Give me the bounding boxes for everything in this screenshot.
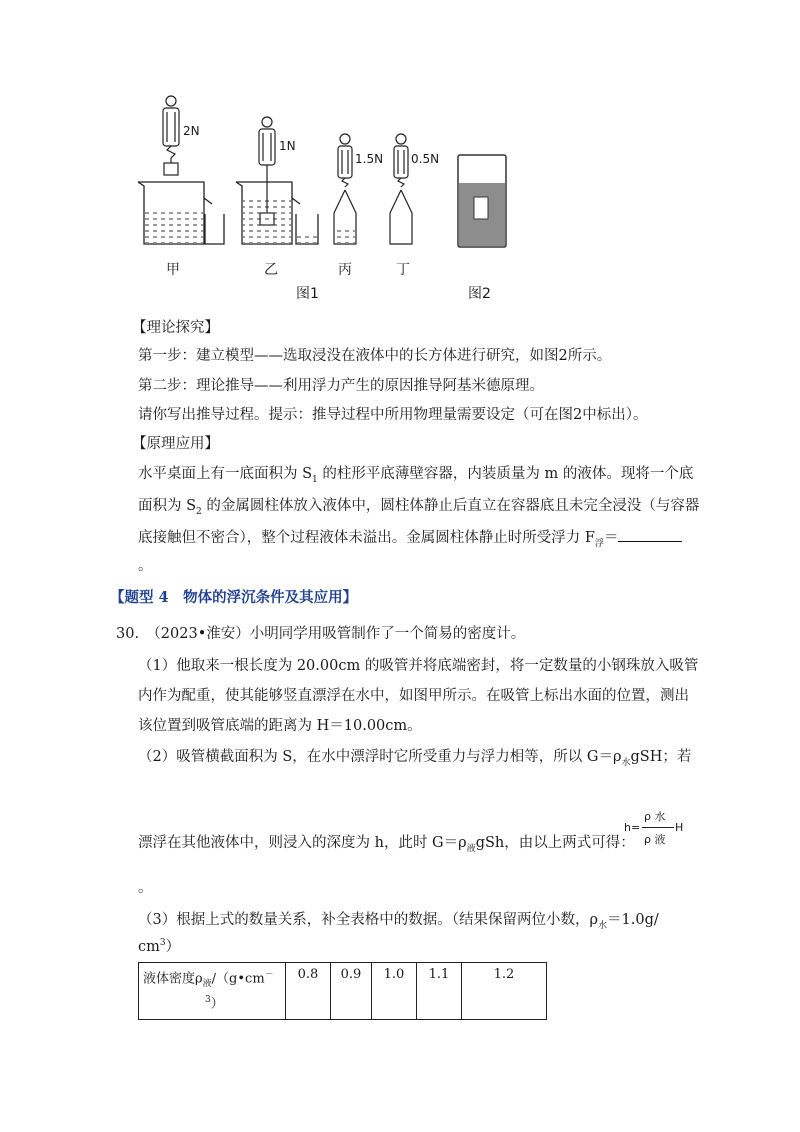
table-row — [139, 963, 547, 1020]
force-label-bing: 1.5N — [355, 152, 384, 166]
formula-bar — [642, 827, 674, 828]
q30-title: 30. （2023•淮安）小明同学用吸管制作了一个简易的密度计。 — [116, 626, 526, 642]
fig2-caption: 图2 — [468, 286, 491, 302]
table-cell-density: 0.8 — [286, 963, 331, 1020]
q30-part1-line3: 该位置到吸管底端的距离为 H＝10.00cm。 — [138, 718, 422, 734]
application-line4: 。 — [138, 558, 153, 574]
spring-scale-ding — [390, 134, 412, 244]
formula-rhs: H — [675, 821, 684, 834]
theory-step3: 请你写出推导过程。提示：推导过程中所用物理量需要设定（可在图2中标出）。 — [138, 407, 648, 423]
table-cell-density: 1.2 — [462, 963, 547, 1020]
fig1-caption: 图1 — [296, 286, 319, 302]
spring-scale-bing — [334, 134, 356, 244]
q30-part3-line2: $cm^3$） — [138, 938, 181, 955]
spring-scale-jia — [163, 96, 179, 175]
theory-heading: 【理论探究】 — [132, 320, 219, 336]
table-cell-density: 1.0 — [372, 963, 417, 1020]
force-label-ding: 0.5N — [411, 152, 440, 166]
beaker-yi — [236, 182, 318, 244]
q30-part2-line3: 。 — [138, 880, 153, 896]
theory-step1: 第一步：建立模型——选取浸没在液体中的长方体进行研究，如图2所示。 — [138, 348, 612, 364]
application-line3: 底接触但不密合），整个过程液体未溢出。金属圆柱体静止时所受浮力 $F_浮=$ — [138, 527, 682, 554]
answer-blank[interactable] — [618, 527, 682, 542]
theory-step2: 第二步：理论推导——利用浮力产生的原因推导阿基米德原理。 — [138, 378, 544, 394]
application-heading: 【原理应用】 — [132, 436, 219, 452]
density-table — [138, 962, 547, 1020]
formula-numerator: ρ 水 — [644, 810, 666, 823]
label-bing: 丙 — [338, 262, 352, 278]
formula-lhs: h= — [624, 821, 641, 834]
q30-part2-line2: 漂浮在其他液体中，则浸入的深度为 h，此时 $G=\rho_液gSh$，由以上两式可得： — [138, 835, 635, 854]
q30-part1-line1: （1）他取来一根长度为 20.00cm 的吸管并将底端密封，将一定数量的小钢珠放入吸管 — [138, 658, 699, 674]
formula-denominator: ρ 液 — [644, 833, 666, 846]
q30-part1-line2: 内作为配重，使其能够竖直漂浮在水中，如图甲所示。在吸管上标出水面的位置，测出 — [138, 688, 689, 704]
force-label-yi: 1N — [279, 139, 296, 153]
density-formula — [624, 806, 686, 854]
label-yi: 乙 — [264, 262, 278, 278]
section-title: 【题型 4 物体的浮沉条件及其应用】 — [110, 589, 358, 606]
q30-part3-line1: （3）根据上式的数量关系，补全表格中的数据。（结果保留两位小数，$\rho_水=1.0g/$ — [138, 912, 659, 931]
application-line1: 水平桌面上有一底面积为 $S_1$ 的柱形平底薄壁容器，内装质量为 m 的液体。现将一个底 — [138, 466, 694, 485]
beaker-jia — [138, 182, 224, 244]
q30-part2-line1: （2）吸管横截面积为 S，在水中漂浮时它所受重力与浮力相等，所以 $G=\rho_水gSH$；若 — [138, 749, 692, 768]
cylinder-container — [458, 155, 506, 247]
table-cell-density: 1.1 — [417, 963, 462, 1020]
table-header-cell: 液体密度$\rho_液/(g•cm^-$ $^3$） — [139, 963, 286, 1020]
label-ding: 丁 — [396, 262, 410, 278]
table-cell-density: 0.9 — [331, 963, 372, 1020]
application-line2: 面积为 $S_2$ 的金属圆柱体放入液体中，圆柱体静止后直立在容器底且未完全浸没（与容器 — [138, 498, 700, 517]
force-label-jia: 2N — [183, 124, 200, 138]
label-jia: 甲 — [166, 262, 180, 278]
